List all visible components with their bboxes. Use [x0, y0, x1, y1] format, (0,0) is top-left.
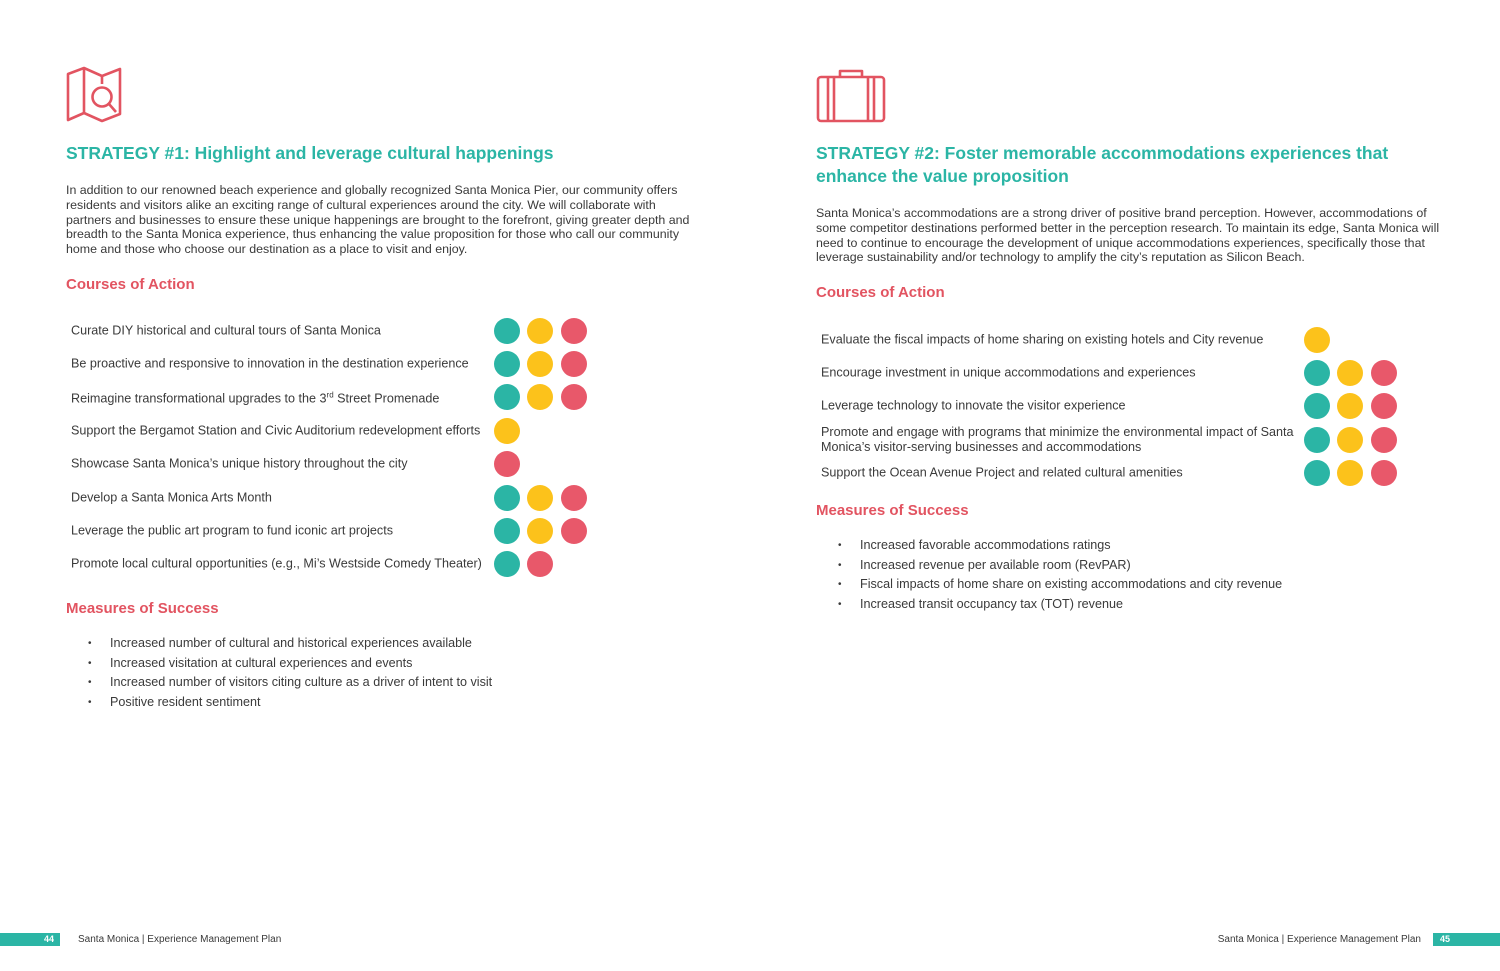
action-row — [816, 457, 1416, 490]
priority-dot-teal — [494, 351, 520, 377]
priority-dot-yellow — [1337, 427, 1363, 453]
priority-dot-yellow — [527, 351, 553, 377]
suitcase-icon — [816, 67, 886, 123]
action-row — [66, 448, 626, 481]
priority-dot-red — [1371, 360, 1397, 386]
measures-list — [816, 536, 1416, 615]
priority-dot-red — [1371, 460, 1397, 486]
courses-of-action-list — [66, 314, 626, 581]
priority-dot-yellow — [527, 485, 553, 511]
priority-dot-red — [1371, 427, 1397, 453]
footer-title-right: Santa Monica | Experience Management Plan — [1217, 934, 1421, 945]
bullet-icon: • — [838, 599, 842, 611]
action-row — [66, 548, 626, 581]
priority-dot-teal — [1304, 427, 1330, 453]
bullet-icon: • — [88, 657, 92, 669]
priority-dot-teal — [1304, 393, 1330, 419]
action-text: Develop a Santa Monica Arts Month — [71, 490, 272, 505]
priority-dot-red — [561, 384, 587, 410]
courses-heading: Courses of Action — [66, 276, 195, 293]
priority-dot-red — [561, 351, 587, 377]
measure-item — [66, 634, 626, 654]
measure-text: Increased favorable accommodations ratings — [860, 538, 1111, 552]
measure-item — [816, 595, 1416, 615]
priority-dot-red — [494, 451, 520, 477]
action-row — [66, 314, 626, 347]
measure-item — [66, 654, 626, 674]
action-text: Encourage investment in unique accommodations and experiences — [821, 365, 1196, 380]
priority-dot-teal — [494, 384, 520, 410]
action-row — [66, 347, 626, 380]
courses-heading: Courses of Action — [816, 284, 945, 301]
footer-title-left: Santa Monica | Experience Management Plan — [78, 934, 282, 945]
measure-text: Fiscal impacts of home share on existing accommodations and city revenue — [860, 577, 1283, 592]
bullet-icon: • — [838, 559, 842, 571]
measure-item — [816, 536, 1416, 556]
action-row — [66, 381, 626, 414]
priority-dot-yellow — [494, 418, 520, 444]
page-number: 45 — [1440, 934, 1451, 944]
measure-item — [816, 556, 1416, 576]
bullet-icon: • — [88, 697, 92, 709]
action-text: Be proactive and responsive to innovation in the destination experience — [71, 356, 469, 371]
bullet-icon: • — [838, 579, 842, 591]
action-row — [816, 390, 1416, 423]
action-row — [66, 481, 626, 514]
priority-dot-teal — [1304, 360, 1330, 386]
priority-dot-teal — [494, 551, 520, 577]
strategy-1-title: STRATEGY #1: Highlight and leverage cultural happenings — [66, 143, 554, 163]
action-text — [71, 388, 484, 407]
action-row — [816, 323, 1416, 356]
action-text: Support the Ocean Avenue Project and related cultural amenities — [821, 465, 1183, 480]
priority-dot-yellow — [1304, 327, 1330, 353]
strategy-1-intro: In addition to our renowned beach experience and globally recognized Santa Monica Pier, our community offers residents and visitors alike an exciting range of cultural experiences around the city. We will collaborate with partners and businesses to ensure these unique happenings are brought to the forefront, giving greater depth and breadth to the Santa Monica experience, thus enhancing the value proposition for those who call our community home and those who choose our destination as a place to visit and enjoy. — [66, 183, 690, 257]
measures-heading: Measures of Success — [816, 502, 969, 519]
action-text: Promote and engage with programs that minimize the environmental impact of Santa Monica’s visitor-serving businesses and accommodations — [821, 424, 1294, 454]
priority-dot-yellow — [527, 318, 553, 344]
action-text-part: Reimagine transformational upgrades to the 3 — [71, 392, 327, 407]
bullet-icon: • — [88, 638, 92, 649]
measure-item — [66, 673, 626, 693]
page-number-right — [1433, 933, 1500, 946]
priority-dot-red — [561, 485, 587, 511]
priority-dot-yellow — [1337, 360, 1363, 386]
action-row — [66, 414, 626, 447]
priority-dot-red — [527, 551, 553, 577]
measure-text: Increased transit occupancy tax (TOT) revenue — [860, 597, 1123, 612]
priority-dot-teal — [494, 518, 520, 544]
strategy-2-intro: Santa Monica’s accommodations are a strong driver of positive brand perception. However, accommodations of some competitor destinations performed better in the perception research. To maintain its edge, Santa Monica will need to continue to encourage the development of unique accommodations experiences, specifically those that leverage sustainability and/or technology to amplify the city’s reputation as Silicon Beach. — [816, 206, 1440, 265]
ordinal-suffix: rd — [326, 390, 334, 400]
priority-dot-teal — [494, 485, 520, 511]
priority-dot-yellow — [1337, 460, 1363, 486]
measures-list — [66, 634, 626, 713]
map-search-icon — [66, 66, 124, 124]
priority-dot-teal — [494, 318, 520, 344]
priority-dot-yellow — [1337, 393, 1363, 419]
action-text: Curate DIY historical and cultural tours of Santa Monica — [71, 323, 381, 338]
measure-text: Increased revenue per available room (RevPAR) — [860, 557, 1131, 572]
action-text: Showcase Santa Monica’s unique history throughout the city — [71, 456, 408, 471]
action-row — [816, 423, 1416, 456]
action-text: Promote local cultural opportunities (e.g., Mi’s Westside Comedy Theater) — [71, 556, 482, 571]
measure-text: Increased number of cultural and historical experiences available — [110, 636, 472, 650]
action-text: Leverage the public art program to fund iconic art projects — [71, 523, 394, 538]
priority-dot-yellow — [527, 384, 553, 410]
priority-dot-teal — [1304, 460, 1330, 486]
measure-item — [66, 693, 626, 713]
priority-dot-yellow — [527, 518, 553, 544]
bullet-icon: • — [838, 540, 842, 551]
action-text: Leverage technology to innovate the visitor experience — [821, 398, 1126, 413]
action-text: Evaluate the fiscal impacts of home sharing on existing hotels and City revenue — [821, 332, 1264, 347]
measure-item — [816, 575, 1416, 595]
strategy-2-title: STRATEGY #2: Foster memorable accommodations experiences that enhance the value proposition — [816, 143, 1389, 186]
action-text: Support the Bergamot Station and Civic Auditorium redevelopment efforts — [71, 423, 481, 438]
page-number: 44 — [43, 934, 54, 944]
measure-text: Positive resident sentiment — [110, 695, 261, 710]
action-row — [816, 356, 1416, 389]
action-row — [66, 514, 626, 547]
measure-text: Increased visitation at cultural experiences and events — [110, 655, 413, 670]
priority-dot-red — [561, 318, 587, 344]
action-text-part: Street Promenade — [333, 392, 440, 407]
page-number-left — [0, 933, 60, 946]
bullet-icon: • — [88, 677, 92, 689]
priority-dot-red — [561, 518, 587, 544]
courses-of-action-list — [816, 323, 1416, 490]
priority-dot-red — [1371, 393, 1397, 419]
measure-text: Increased number of visitors citing culture as a driver of intent to visit — [110, 675, 493, 690]
measures-heading: Measures of Success — [66, 600, 219, 617]
